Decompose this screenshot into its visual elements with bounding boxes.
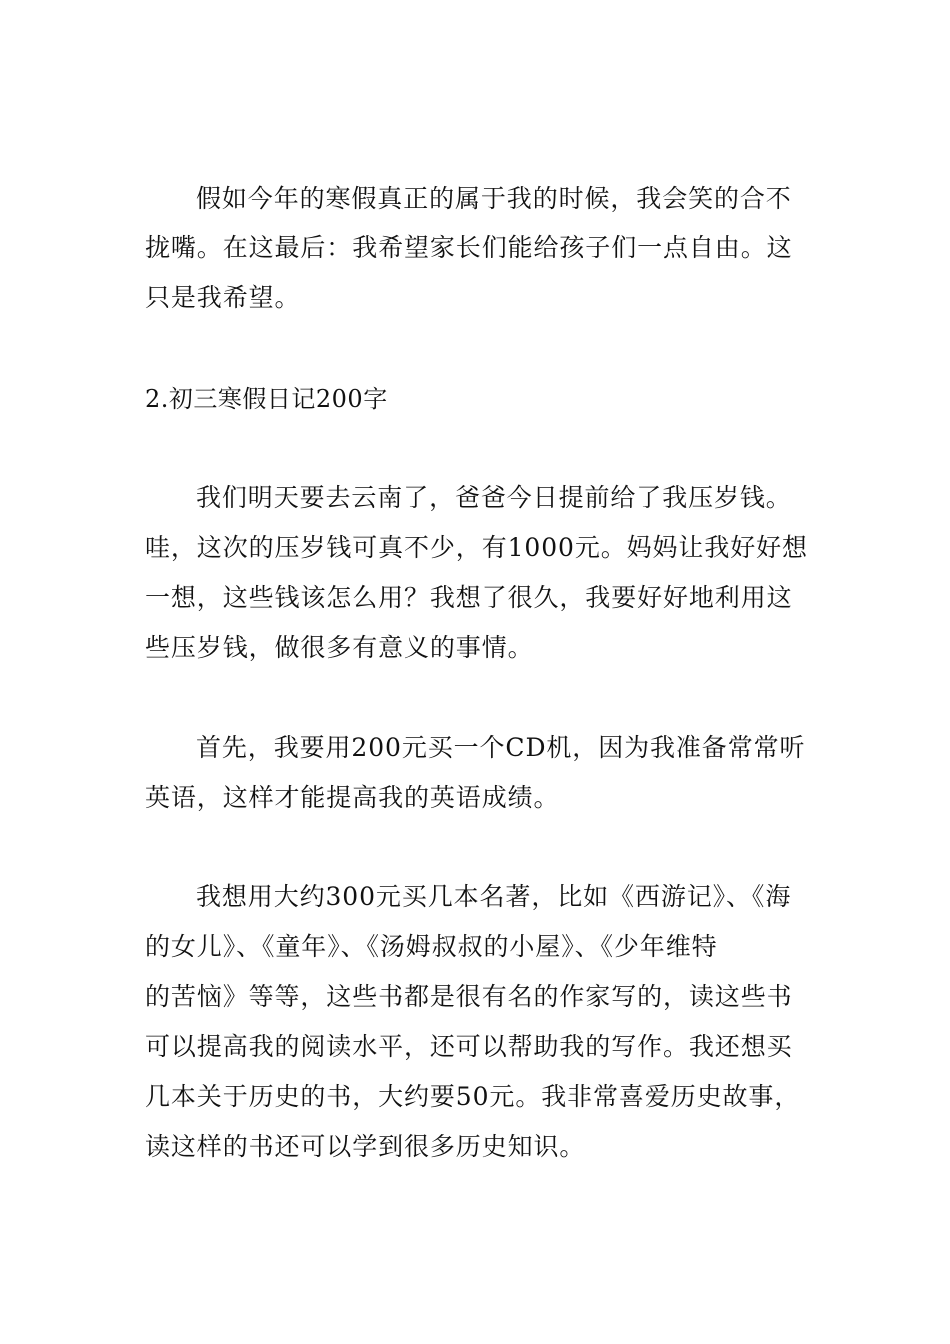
paragraph-line: 假如今年的寒假真正的属于我的时候，我会笑的合不 bbox=[196, 184, 792, 213]
paragraph-line: 我们明天要去云南了，爸爸今日提前给了我压岁钱。 bbox=[196, 483, 792, 512]
paragraph-line: 英语，这样才能提高我的英语成绩。 bbox=[145, 783, 560, 812]
section-heading: 2.初三寒假日记200字 bbox=[145, 385, 388, 413]
paragraph-line: 的苦恼》等等，这些书都是很有名的作家写的，读这些书 bbox=[145, 982, 793, 1011]
paragraph-line: 首先，我要用200元买一个CD机，因为我准备常常听 bbox=[196, 733, 806, 762]
paragraph-line: 几本关于历史的书，大约要50元。我非常喜爱历史故事， bbox=[145, 1082, 801, 1111]
paragraph-line: 哇，这次的压岁钱可真不少，有1000元。妈妈让我好好想 bbox=[145, 533, 808, 562]
paragraph-line: 些压岁钱，做很多有意义的事情。 bbox=[145, 633, 534, 662]
paragraph-line: 只是我希望。 bbox=[145, 283, 301, 312]
paragraph-line: 的女儿》、《童年》、《汤姆叔叔的小屋》、《少年维特 bbox=[145, 932, 718, 961]
paragraph-line: 一想，这些钱该怎么用？我想了很久，我要好好地利用这 bbox=[145, 583, 793, 612]
paragraph-line: 我想用大约300元买几本名著，比如《西游记》、《海 bbox=[196, 882, 792, 911]
paragraph-line: 可以提高我的阅读水平，还可以帮助我的写作。我还想买 bbox=[145, 1032, 793, 1061]
paragraph-line: 拢嘴。在这最后：我希望家长们能给孩子们一点自由。这 bbox=[145, 233, 793, 262]
paragraph-line: 读这样的书还可以学到很多历史知识。 bbox=[145, 1132, 586, 1161]
